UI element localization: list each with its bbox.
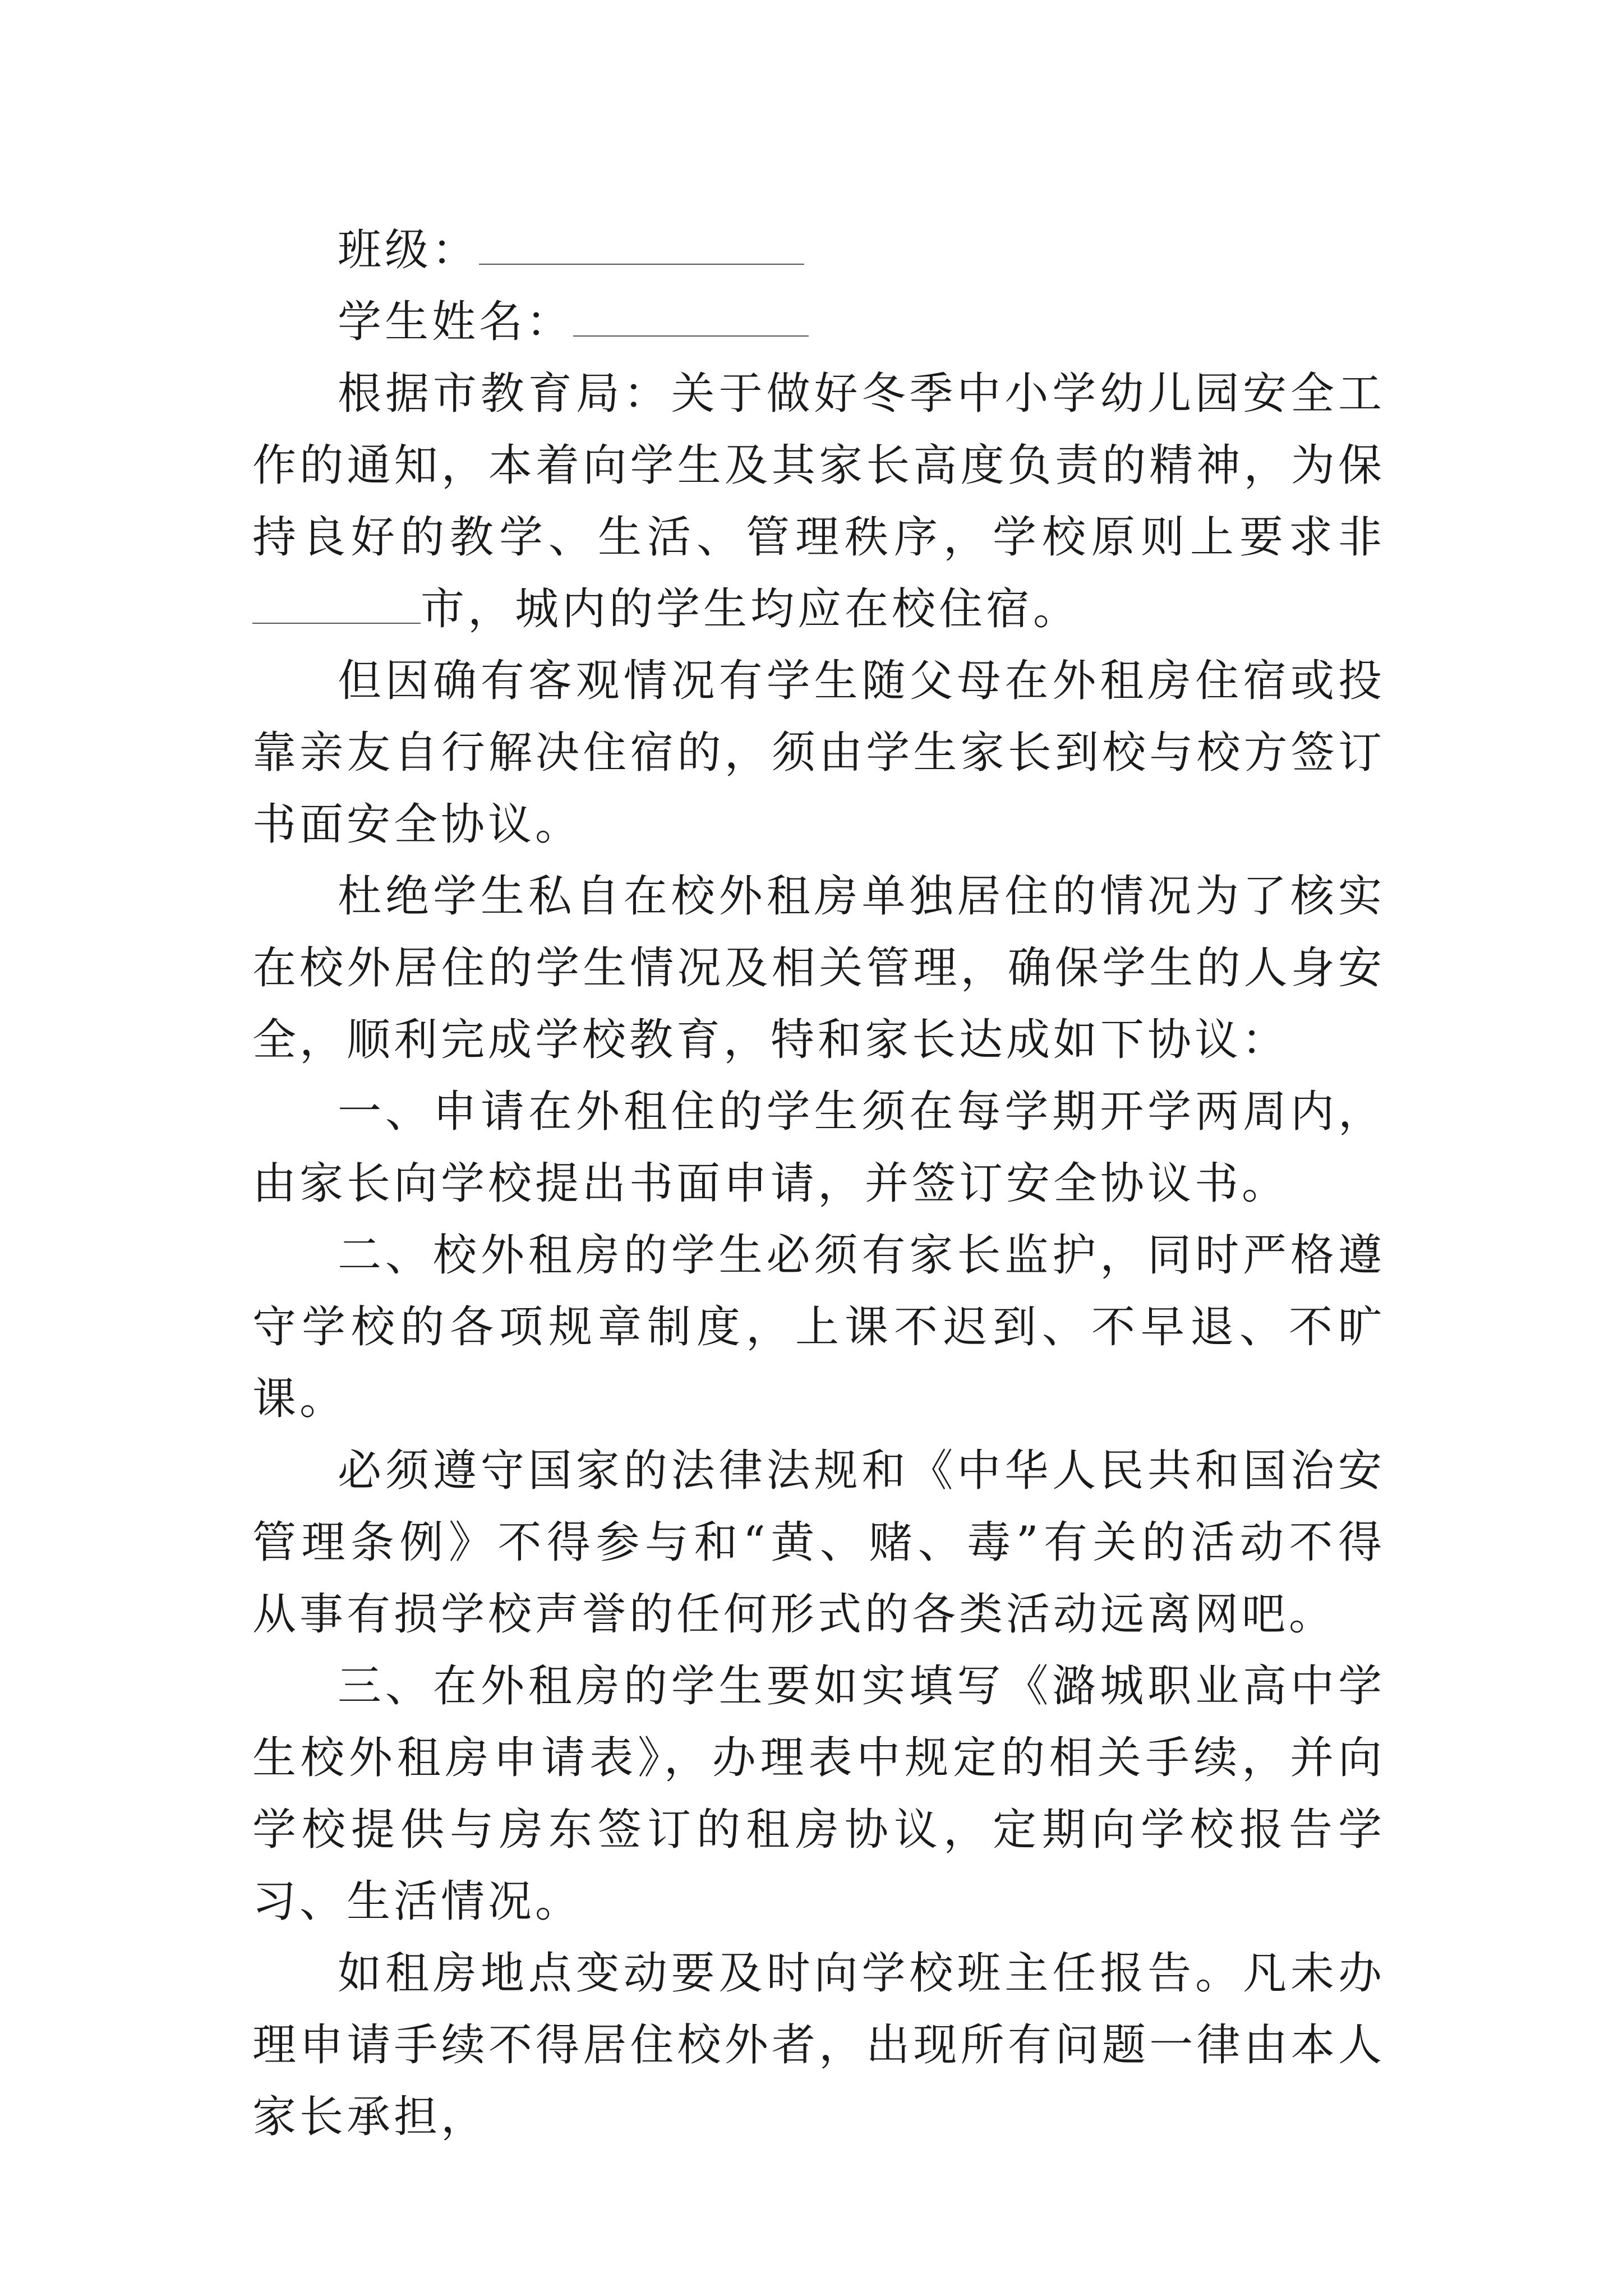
- paragraph-exception: 但因确有客观情况有学生随父母在外租房住宿或投靠亲友自行解决住宿的，须由学生家长到校与校方签订书面安全协议。: [252, 656, 1385, 850]
- paragraph-notice-text-1: 根据市教育局：关于做好冬季中小学幼儿园安全工作的通知，本着向学生及其家长高度负责的精神，为保持良好的教学、生活、管理秩序，学校原则上要求非: [252, 369, 1385, 563]
- student-name-field: [252, 286, 1385, 358]
- paragraph-purpose: 杜绝学生私自在校外租房单独居住的情况为了核实在校外居住的学生情况及相关管理，确保学生的人身安全，顺利完成学校教育，特和家长达成如下协议：: [252, 871, 1385, 1065]
- clause-2: 二、校外租房的学生必须有家长监护，同时严格遵守学校的各项规章制度，上课不迟到、不早退、不旷课。: [252, 1230, 1385, 1424]
- student-name-blank-line: [573, 300, 809, 337]
- paragraph-notice-text-2: 市，城内的学生均应在校住宿。: [421, 584, 1081, 634]
- city-blank-line: [252, 587, 421, 624]
- clause-3-continued: 如租房地点变动要及时向学校班主任报告。凡未办理申请手续不得居住校外者，出现所有问题一律由本人家长承担，: [252, 1948, 1385, 2142]
- clause-3: 三、在外租房的学生要如实填写《潞城职业高中学生校外租房申请表》，办理表中规定的相关手续，并向学校提供与房东签订的租房协议，定期向学校报告学习、生活情况。: [252, 1661, 1385, 1927]
- student-name-label: 学生姓名：: [338, 297, 574, 347]
- class-field: [252, 214, 1385, 286]
- document-body: [252, 214, 1385, 2153]
- clause-2-continued: 必须遵守国家的法律法规和《中华人民共和国治安管理条例》不得参与和“黄、赌、毒”有关的活动不得从事有损学校声誉的任何形式的各类活动远离网吧。: [252, 1446, 1385, 1640]
- class-blank-line: [479, 228, 804, 265]
- class-label: 班级：: [338, 225, 479, 275]
- clause-1: 一、申请在外租住的学生须在每学期开学两周内，由家长向学校提出书面申请，并签订安全协议书。: [252, 1087, 1385, 1209]
- paragraph-notice: [252, 358, 1385, 645]
